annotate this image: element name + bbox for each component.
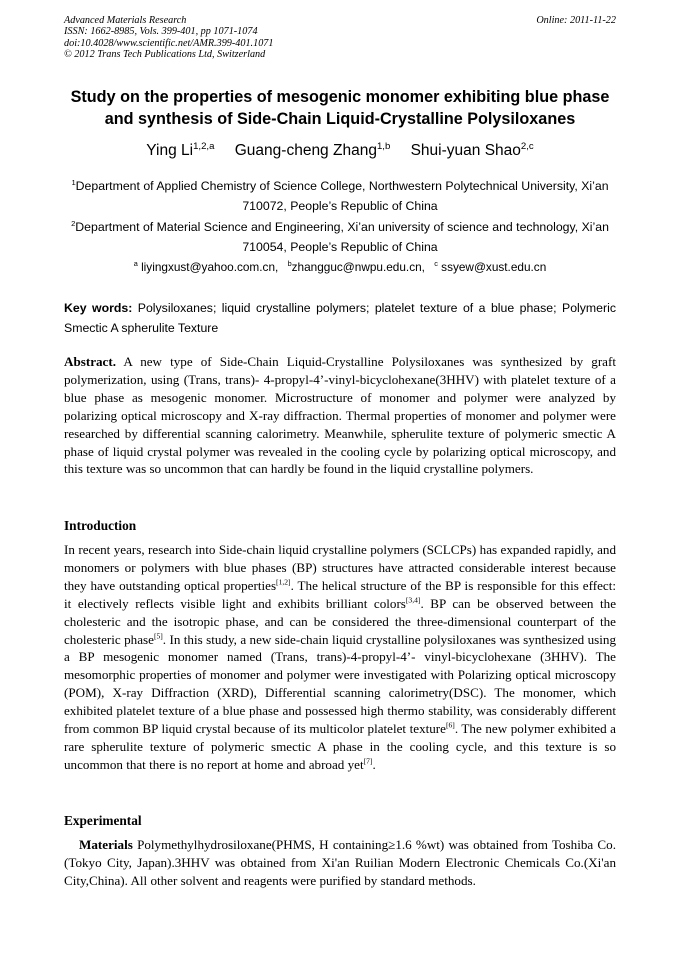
title-line-2: and synthesis of Side-Chain Liquid-Crystalline Polysiloxanes: [104, 110, 576, 128]
author-3: Shui-yuan Shao$^{2,c}$: [410, 140, 534, 159]
journal-name: Advanced Materials Research: [64, 15, 187, 26]
journal-doi: doi:10.4028/www.scientific.net/AMR.399-401.1071: [64, 37, 274, 49]
journal-issn: ISSN: 1662-8985, Vols. 399-401, pp 1071-1074: [64, 26, 258, 38]
email-c[interactable]: $^c$ ssyew@xust.edu.cn: [434, 259, 547, 274]
citation-ref: [1,2]: [276, 577, 291, 587]
keywords-text: Polysiloxanes; liquid crystalline polymers; platelet texture of a blue phase; Polymeric Smectic A spherulite Texture: [64, 301, 616, 335]
citation-ref: [7]: [363, 756, 373, 766]
journal-copyright: © 2012 Trans Tech Publications Ltd, Switzerland: [64, 49, 266, 61]
experimental-heading: Experimental: [64, 813, 142, 828]
citation-ref: [5]: [153, 631, 163, 641]
affiliation-2: $^2$Department of Material Science and Engineering, Xi’an university of science and technology, Xi’an 710054, People’s Republic of China: [71, 218, 609, 254]
title-line-1: Study on the properties of mesogenic monomer exhibiting blue phase: [70, 88, 610, 106]
citation-ref: [3,4]: [405, 595, 421, 605]
materials-paragraph: [64, 836, 616, 890]
author-emails: [64, 260, 616, 274]
introduction-heading: Introduction: [64, 518, 137, 533]
materials-text: Polymethylhydrosiloxane(PHMS, H containing≥1.6 %wt) was obtained from Toshiba Co.(Tokyo City, Japan).3HHV was obtained from Xi'an Ruilian Modern Electronic Chemicals Co.(Xi'an City,China). All other solvent and reagents were purified by standard methods.: [64, 837, 616, 888]
abstract: [64, 353, 616, 478]
author-2: Guang-cheng Zhang$^{1,b}$: [234, 140, 391, 159]
keywords-label: Key words:: [64, 301, 133, 315]
online-date: Online: 2011-11-22: [536, 15, 616, 26]
email-a[interactable]: $^a$ liyingxust@yahoo.com.cn,: [133, 259, 279, 274]
email-b[interactable]: $^b$zhangguc@nwpu.edu.cn,: [287, 259, 425, 274]
author-1: Ying Li$^{1,2,a}$: [146, 140, 215, 159]
citation-ref: [6]: [445, 720, 455, 730]
abstract-text: A new type of Side-Chain Liquid-Crystalline Polysiloxanes was synthesized by graft polymerization, using (Trans, trans)- 4-propyl-4’-vinyl-bicyclohexane(3HHV) with platelet texture of a blue phase as mesogenic monomer. Microstructure of monomer and polymer were analyzed by polarizing optical microscopy and X-ray diffraction. Thermal properties of monomer and polymer were researched by differential scanning calorimetry. Meanwhile, spherulite texture of polymeric smectic A phase of liquid crystal polymer was revealed in the cooling cycle by polarizing optical microscopy, and this texture was so uncommon that can hardly be found in the liquid crystalline polymers.: [64, 354, 616, 477]
affiliation-1: $^1$Department of Applied Chemistry of Science College, Northwestern Polytechnical University, Xi’an 710072, People’s Republic of China: [71, 177, 609, 213]
journal-header: [64, 15, 616, 61]
author-list: [60, 142, 620, 160]
introduction-body: In recent years, research into Side-chain liquid crystalline polymers (SCLCPs) has expanded rapidly, and monomers or polymers with blue phases (BP) structures have attracted considerable interest because they have outstanding optical properties[1,2]. The helical structure of the BP is responsible for this effect: it electively reflects visible light and exhibits brilliant colors[3,4]. BP can be observed between the cholesteric and the isotropic phase, and can be considered the three-dimensional counterpart of the cholesteric phase[5]. In this study, a new side-chain liquid crystalline polysiloxanes was synthesized using a BP mesogenic monomer named (Trans, trans)-4-propyl-4’- vinyl-bicyclohexane (3HHV). The mesomorphic properties of monomer and polymer were investigated with Polarizing optical microscopy (POM), X-ray Diffraction (XRD), Differential scanning calorimetry(DSC). The monomer, which exhibited platelet texture of a blue phase and possessed high thermo stability, was considerably different from common BP liquid crystal because of its multicolor platelet texture[6]. The new polymer exhibited a rare spherulite texture of polymeric smectic A phase in the cooling cycle, and this texture is so uncommon that there is no report at home and abroad yet[7].: [64, 542, 617, 772]
materials-label: Materials: [79, 837, 133, 852]
paper-title: [60, 86, 620, 130]
abstract-label: Abstract.: [64, 354, 116, 369]
keywords: [64, 299, 616, 338]
